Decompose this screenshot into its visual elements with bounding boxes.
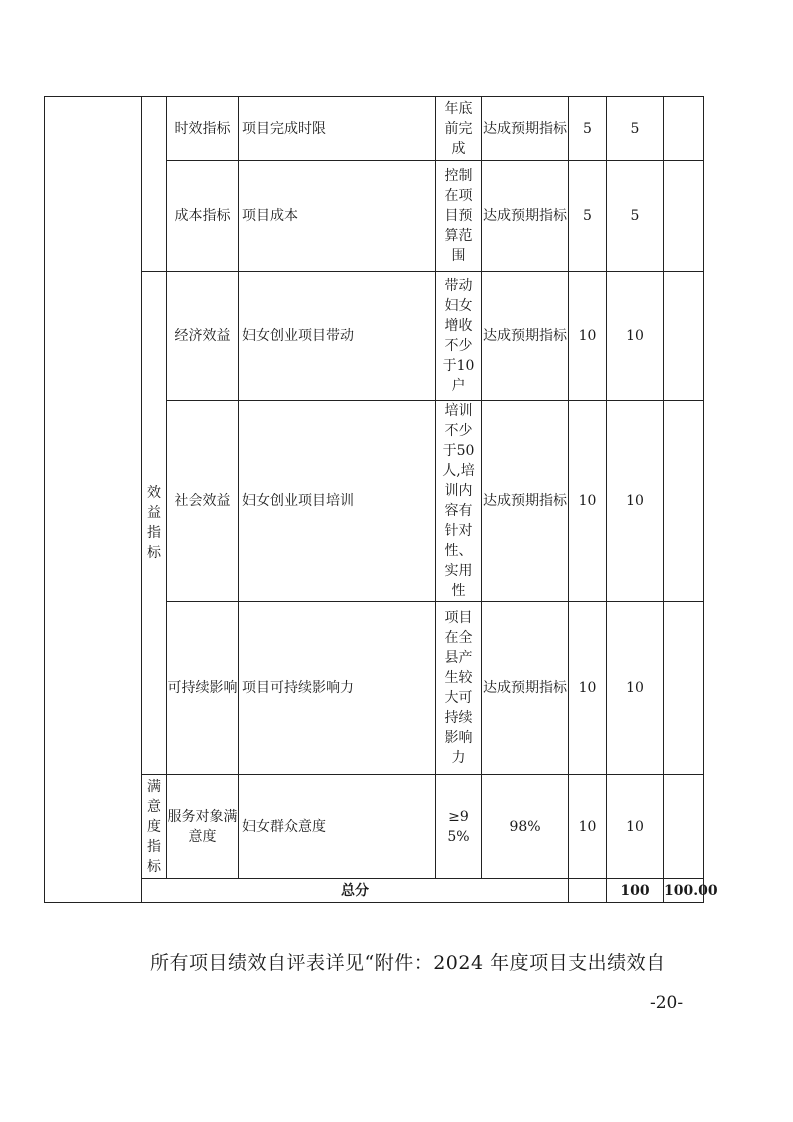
total-label: 总分 <box>142 879 569 903</box>
total-score: 100.00 <box>664 879 704 903</box>
level3-cell: 妇女群众意度 <box>239 775 436 879</box>
satisfaction-group-cell <box>142 775 167 879</box>
total-empty-cell <box>569 879 607 903</box>
note-cell <box>664 97 704 161</box>
level3-cell: 妇女创业项目培训 <box>239 401 436 602</box>
page-number: -20- <box>650 993 684 1013</box>
total-weight: 100 <box>607 879 664 903</box>
level1-cell <box>45 97 142 903</box>
benefit-group-label: 效益指标 <box>147 485 161 561</box>
note-cell <box>664 272 704 401</box>
weight-cell: 5 <box>569 97 607 161</box>
actual-cell: 达成预期指标 <box>482 97 569 161</box>
target-cell: 控制在项目预算范围 <box>436 161 482 272</box>
level3-cell: 项目完成时限 <box>239 97 436 161</box>
weight-cell: 10 <box>569 602 607 775</box>
benefit-group-cell <box>142 272 167 775</box>
target-cell: 年底前完成 <box>436 97 482 161</box>
note-cell <box>664 602 704 775</box>
table-row <box>45 775 704 879</box>
level2-cell: 可持续影响 <box>167 602 239 775</box>
level2-cell: 时效指标 <box>167 97 239 161</box>
weight-cell: 10 <box>569 272 607 401</box>
actual-cell: 达成预期指标 <box>482 161 569 272</box>
weight-cell: 10 <box>569 401 607 602</box>
score-cell: 10 <box>607 775 664 879</box>
target-cell: ≥95% <box>436 775 482 879</box>
level2-cell: 成本指标 <box>167 161 239 272</box>
score-cell: 10 <box>607 602 664 775</box>
actual-cell: 达成预期指标 <box>482 272 569 401</box>
score-cell: 10 <box>607 401 664 602</box>
actual-cell: 达成预期指标 <box>482 602 569 775</box>
note-cell <box>664 161 704 272</box>
table-row <box>45 97 704 161</box>
level3-cell: 项目可持续影响力 <box>239 602 436 775</box>
level2-cell: 经济效益 <box>167 272 239 401</box>
performance-table <box>44 96 718 903</box>
level2-cell: 服务对象满意度 <box>167 775 239 879</box>
satisfaction-group-label: 满意度指标 <box>147 778 161 875</box>
target-cell: 项目在全县产生较大可持续影响力 <box>436 602 482 775</box>
total-row <box>45 879 704 903</box>
weight-cell: 5 <box>569 161 607 272</box>
output-group-cell <box>142 97 167 272</box>
level2-cell: 社会效益 <box>167 401 239 602</box>
table-row <box>45 272 704 401</box>
note-cell <box>664 775 704 879</box>
actual-cell: 98% <box>482 775 569 879</box>
note-cell <box>664 401 704 602</box>
level3-cell: 项目成本 <box>239 161 436 272</box>
score-cell: 5 <box>607 161 664 272</box>
level3-cell: 妇女创业项目带动 <box>239 272 436 401</box>
target-cell: 培训不少于50人,培训内容有针对性、实用性 <box>436 401 482 602</box>
score-cell: 5 <box>607 97 664 161</box>
target-cell: 带动妇女增收不少于10户 <box>436 272 482 401</box>
weight-cell: 10 <box>569 775 607 879</box>
body-paragraph: 所有项目绩效自评表详见“附件：2024 年度项目支出绩效自 <box>150 952 666 974</box>
actual-cell: 达成预期指标 <box>482 401 569 602</box>
score-cell: 10 <box>607 272 664 401</box>
